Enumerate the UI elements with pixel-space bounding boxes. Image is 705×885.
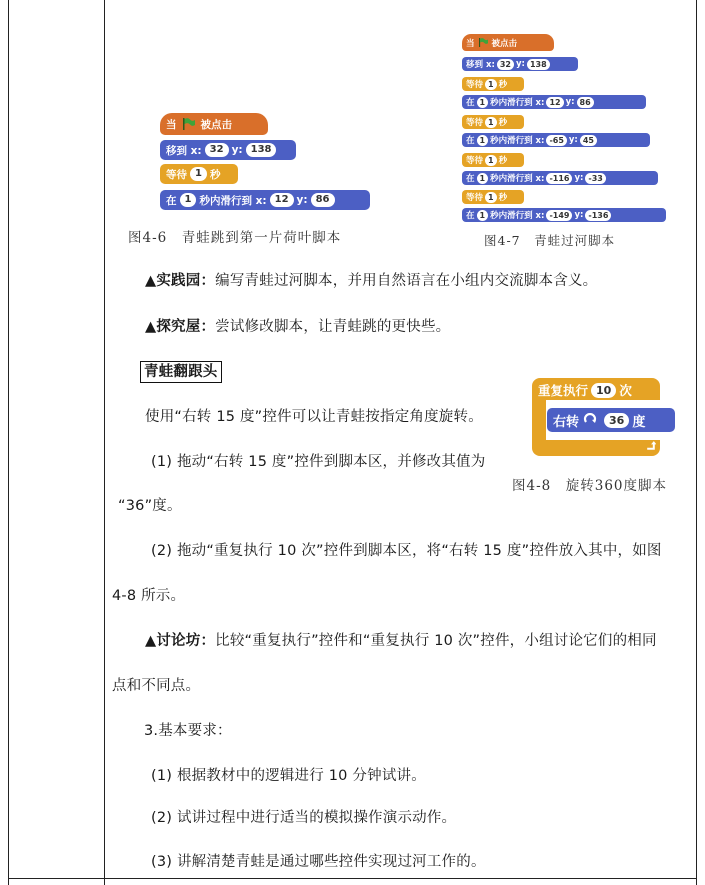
requirement-1: (1) 根据教材中的逻辑进行 10 分钟试讲。 — [151, 768, 426, 784]
wait-unit: 秒 — [498, 118, 508, 128]
explore-text: 尝试修改脚本，让青蛙跳的更快些。 — [215, 319, 451, 335]
glide-y-value: 45 — [580, 135, 597, 146]
goto-xy-block — [462, 57, 578, 71]
wait-block — [160, 164, 238, 184]
glide-mid-label: 秒内滑行到 x: — [199, 194, 267, 207]
glide-pre-label: 在 — [166, 194, 177, 207]
wait-label: 等待 — [166, 168, 187, 181]
turn-right-block — [547, 408, 675, 432]
glide-x-value: -116 — [546, 173, 572, 184]
goto-y-value: 138 — [527, 59, 550, 70]
glide-block — [462, 208, 666, 222]
wait-value: 1 — [485, 155, 497, 166]
turn-label: 右转 — [553, 414, 580, 430]
wait-unit: 秒 — [209, 168, 221, 181]
table-column-divider — [104, 0, 105, 885]
glide-y-label: y: — [574, 173, 584, 183]
requirement-3: (3) 讲解清楚青蛙是通过哪些控件实现过河工作的。 — [151, 854, 486, 870]
glide-y-label: y: — [296, 194, 308, 206]
when-flag-clicked-block — [462, 34, 554, 51]
goto-label: 移到 x: — [466, 60, 495, 70]
figure-4-7-caption: 图4-7 青蛙过河脚本 — [484, 233, 616, 248]
glide-seconds-value: 1 — [477, 173, 489, 184]
glide-block — [160, 190, 370, 210]
goto-y-label: y: — [515, 59, 525, 69]
repeat-unit: 次 — [619, 383, 632, 398]
hat-clicked-label: 被点击 — [200, 118, 232, 131]
table-left-border — [8, 0, 9, 885]
discuss-text: 比较“重复执行”控件和“重复执行 10 次”控件，小组讨论它们的相同 — [215, 633, 657, 649]
discuss-tag: ▲讨论坊： — [145, 633, 216, 649]
goto-y-label: y: — [231, 144, 243, 156]
goto-y-value: 138 — [246, 143, 277, 157]
turn-unit: 度 — [632, 414, 646, 430]
glide-pre-label: 在 — [466, 136, 475, 146]
step2-line1: (2) 拖动“重复执行 10 次”控件到脚本区，将“右转 15 度”控件放入其中，如图 — [151, 543, 662, 559]
explore-paragraph — [145, 318, 450, 336]
glide-mid-label: 秒内滑行到 x: — [490, 174, 545, 184]
step1-line2: “36”度。 — [118, 498, 182, 514]
table-right-border — [696, 0, 697, 885]
glide-pre-label: 在 — [466, 211, 475, 221]
wait-label: 等待 — [466, 118, 484, 128]
intro-paragraph: 使用“右转 15 度”控件可以让青蛙按指定角度旋转。 — [145, 409, 483, 425]
wait-label: 等待 — [466, 80, 484, 90]
wait-block — [462, 115, 524, 129]
requirement-2: (2) 试讲过程中进行适当的模拟操作演示动作。 — [151, 810, 457, 826]
glide-x-value: 12 — [546, 97, 563, 108]
step1-line1: (1) 拖动“右转 15 度”控件到脚本区，并修改其值为 — [151, 454, 486, 470]
glide-x-value: 12 — [270, 193, 294, 207]
practice-paragraph — [145, 272, 597, 290]
goto-x-value: 32 — [205, 143, 229, 157]
table-bottom-border — [8, 878, 697, 879]
goto-xy-block — [160, 140, 296, 160]
wait-block — [462, 77, 524, 91]
discuss-line1 — [145, 632, 657, 650]
loop-arrow-icon — [645, 440, 656, 451]
wait-value: 1 — [485, 117, 497, 128]
green-flag-icon — [182, 118, 196, 130]
goto-label: 移到 x: — [166, 144, 202, 157]
glide-y-label: y: — [574, 210, 584, 220]
repeat-block-header — [532, 379, 660, 401]
glide-block — [462, 171, 658, 185]
repeat-count-value: 10 — [591, 383, 616, 398]
wait-block — [462, 153, 524, 167]
turn-degree-value: 36 — [604, 413, 629, 428]
glide-seconds-value: 1 — [477, 135, 489, 146]
figure-4-6-caption: 图4-6 青蛙跳到第一片荷叶脚本 — [128, 230, 342, 246]
wait-label: 等待 — [466, 193, 484, 203]
glide-block — [462, 133, 650, 147]
hat-when-label: 当 — [166, 118, 177, 131]
glide-y-value: 86 — [311, 193, 335, 207]
wait-unit: 秒 — [498, 80, 508, 90]
hat-clicked-label: 被点击 — [491, 38, 518, 49]
glide-y-value: -136 — [585, 210, 611, 221]
wait-unit: 秒 — [498, 156, 508, 166]
glide-block — [462, 95, 646, 109]
green-flag-icon — [478, 38, 489, 47]
wait-unit: 秒 — [498, 193, 508, 203]
glide-y-label: y: — [565, 97, 575, 107]
glide-mid-label: 秒内滑行到 x: — [490, 98, 545, 108]
hat-when-label: 当 — [466, 38, 475, 49]
rotate-clockwise-icon — [583, 413, 597, 427]
glide-y-label: y: — [568, 135, 578, 145]
wait-block — [462, 190, 524, 204]
glide-mid-label: 秒内滑行到 x: — [490, 211, 545, 221]
wait-value: 1 — [190, 167, 207, 181]
glide-seconds-value: 1 — [477, 97, 489, 108]
glide-y-value: 86 — [577, 97, 594, 108]
practice-tag: ▲实践园： — [145, 273, 216, 289]
section-title: 青蛙翻跟头 — [140, 361, 222, 383]
step2-line2: 4-8 所示。 — [112, 588, 186, 604]
requirements-title: 3.基本要求： — [144, 723, 232, 739]
glide-pre-label: 在 — [466, 174, 475, 184]
glide-pre-label: 在 — [466, 98, 475, 108]
repeat-label: 重复执行 — [538, 383, 589, 398]
wait-value: 1 — [485, 192, 497, 203]
when-flag-clicked-block — [160, 113, 268, 135]
explore-tag: ▲探究屋： — [145, 319, 216, 335]
figure-4-8-caption: 图4-8 旋转360度脚本 — [512, 478, 668, 494]
glide-mid-label: 秒内滑行到 x: — [490, 136, 545, 146]
discuss-line2: 点和不同点。 — [112, 678, 201, 694]
practice-text: 编写青蛙过河脚本，并用自然语言在小组内交流脚本含义。 — [215, 273, 598, 289]
wait-label: 等待 — [466, 156, 484, 166]
glide-seconds-value: 1 — [477, 210, 489, 221]
wait-value: 1 — [485, 79, 497, 90]
glide-y-value: -33 — [585, 173, 605, 184]
glide-x-value: -65 — [546, 135, 566, 146]
glide-x-value: -149 — [546, 210, 572, 221]
glide-seconds-value: 1 — [180, 193, 197, 207]
goto-x-value: 32 — [497, 59, 514, 70]
